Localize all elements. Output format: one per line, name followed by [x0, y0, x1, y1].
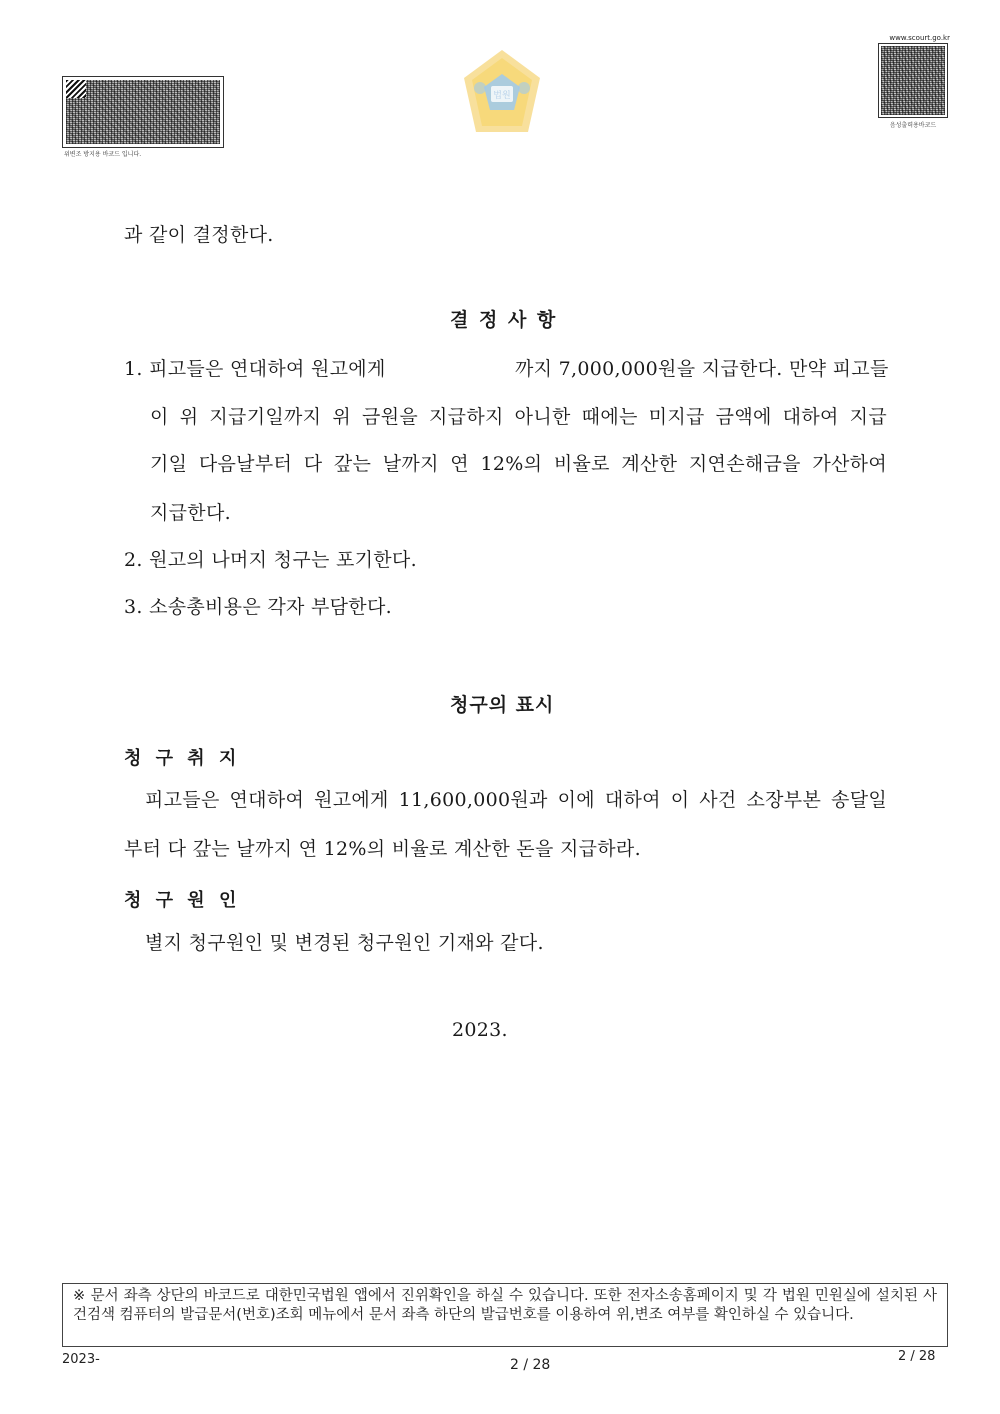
claim-title: 청구의 표시	[450, 694, 555, 716]
decision-item-1-line-2: 이 위 지급기일까지 위 금원을 지급하지 아니한 때에는 미지급 금액에 대하여 지급	[150, 406, 887, 428]
claim-purpose-heading: 청 구 취 지	[124, 748, 241, 769]
page-number-center: 2 / 28	[510, 1357, 551, 1373]
authentication-barcode-caption: 위변조 방지용 바코드 입니다.	[64, 151, 142, 158]
voice-output-barcode	[878, 43, 948, 118]
voice-output-barcode-caption: 음성출력용바코드	[889, 122, 937, 129]
intro-text: 과 같이 결정한다.	[124, 224, 274, 246]
claim-cause-text: 별지 청구원인 및 변경된 청구원인 기재와 같다.	[145, 932, 544, 954]
decision-item-3: 3. 소송총비용은 각자 부담한다.	[124, 596, 392, 618]
claim-cause-heading: 청 구 원 인	[124, 890, 241, 911]
decision-title: 결 정 사 항	[450, 309, 558, 331]
issue-number: 2023-	[62, 1352, 100, 1367]
claim-purpose-line-1: 피고들은 연대하여 원고에게 11,600,000원과 이에 대하여 이 사건 소장부본 송달일	[145, 789, 887, 811]
verification-notice: ※ 문서 좌측 상단의 바코드로 대한민국법원 앱에서 진위확인을 하실 수 있습니다. 또한 전자소송홈페이지 및 각 법원 민원실에 설치된 사건검색 컴퓨터의 발급문서(번호)조회 메뉴에서 문서 좌측 하단의 발급번호를 이용하여 위,변조 여부를 확인하실 수 있습니다.	[62, 1283, 948, 1347]
court-emblem-icon	[460, 48, 544, 138]
decision-item-2: 2. 원고의 나머지 청구는 포기한다.	[124, 549, 417, 571]
document-date: 2023.	[452, 1019, 508, 1041]
authentication-barcode	[62, 76, 224, 148]
page-number-right: 2 / 28	[898, 1349, 936, 1364]
decision-item-1-end: 까지 7,000,000원을 지급한다. 만약 피고들	[515, 358, 889, 380]
svg-text:법원: 법원	[493, 91, 511, 101]
decision-item-1-line-3: 기일 다음날부터 다 갚는 날까지 연 12%의 비율로 계산한 지연손해금을 가산하여	[150, 453, 887, 475]
claim-purpose-line-2: 부터 다 갚는 날까지 연 12%의 비율로 계산한 돈을 지급하라.	[124, 838, 641, 860]
decision-item-1-line-4: 지급한다.	[150, 502, 231, 524]
court-website-url: www.scourt.go.kr	[889, 34, 950, 42]
decision-item-1-start: 1. 피고들은 연대하여 원고에게	[124, 358, 386, 380]
